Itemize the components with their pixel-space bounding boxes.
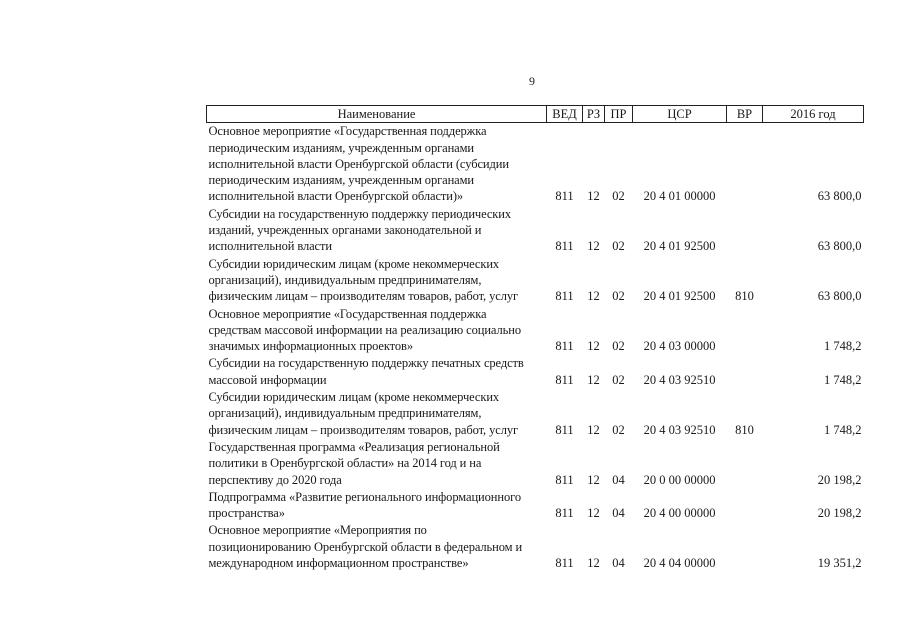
- row-vr: [727, 489, 763, 523]
- row-rz: 12: [587, 506, 600, 521]
- row-vr: 810: [735, 289, 754, 304]
- row-pr: 02: [612, 239, 625, 254]
- row-vr: [727, 355, 763, 389]
- row-amount: 63 800,0: [817, 239, 862, 254]
- row-amount: 20 198,2: [817, 472, 862, 487]
- row-name: Субсидии на государственную поддержку периодических изданий, учрежденных органами законодательной и исполнительной власти: [208, 206, 512, 254]
- row-amount: 63 800,0: [817, 289, 862, 304]
- row-rz: 12: [587, 472, 600, 487]
- row-vr: [727, 439, 763, 489]
- header-rz: РЗ: [583, 106, 605, 123]
- row-csr: 20 4 00 00000: [643, 506, 716, 521]
- table-row: [207, 206, 864, 256]
- row-name: Субсидии юридическим лицам (кроме некоммерческих организаций), индивидуальным предпринимателям, физическим лицам – производителям товаров, работ, услуг: [208, 256, 519, 304]
- row-rz: 12: [587, 556, 600, 571]
- row-csr: 20 4 03 92510: [643, 422, 716, 437]
- row-vr: 810: [735, 422, 754, 437]
- row-pr: 02: [612, 372, 625, 387]
- row-ved: 811: [555, 372, 574, 387]
- table-header-row: [207, 106, 864, 123]
- header-csr: ЦСР: [633, 106, 727, 123]
- row-rz: 12: [587, 339, 600, 354]
- table-row: [207, 256, 864, 306]
- header-pr: ПР: [605, 106, 633, 123]
- row-pr: 02: [612, 289, 625, 304]
- row-vr: [727, 123, 763, 206]
- row-amount: 1 748,2: [824, 339, 862, 354]
- table-row: [207, 489, 864, 523]
- row-name: Основное мероприятие «Государственная поддержка периодическим изданиям, учрежденным органами исполнительной власти Оренбургской области (субсидии периодическим изданиям, учрежденным органами исполнительной власти Оренбургской области)»: [208, 124, 509, 204]
- row-name: Подпрограмма «Развитие регионального информационного пространства»: [208, 489, 521, 521]
- row-csr: 20 4 04 00000: [643, 556, 716, 571]
- table-row: [207, 306, 864, 356]
- row-name: Основное мероприятие «Государственная поддержка средствам массовой информации на реализацию социально значимых информационных проектов»: [208, 306, 521, 354]
- header-year: 2016 год: [763, 106, 864, 123]
- row-vr: [727, 522, 763, 572]
- row-rz: 12: [587, 189, 600, 204]
- row-ved: 811: [555, 239, 574, 254]
- row-rz: 12: [587, 372, 600, 387]
- row-ved: 811: [555, 556, 574, 571]
- row-amount: 20 198,2: [817, 506, 862, 521]
- row-vr: [727, 306, 763, 356]
- header-ved: ВЕД: [547, 106, 583, 123]
- table-row: [207, 522, 864, 572]
- row-ved: 811: [555, 422, 574, 437]
- row-csr: 20 4 03 00000: [643, 339, 716, 354]
- row-pr: 02: [612, 339, 625, 354]
- row-csr: 20 4 03 92510: [643, 372, 716, 387]
- row-name: Основное мероприятие «Мероприятия по позиционированию Оренбургской области в федеральном и международном информационном пространстве»: [208, 523, 523, 571]
- table-row: [207, 123, 864, 206]
- row-pr: 02: [612, 189, 625, 204]
- page-number: 9: [529, 74, 535, 88]
- budget-table: [206, 105, 864, 572]
- row-amount: 1 748,2: [824, 422, 862, 437]
- row-name: Субсидии юридическим лицам (кроме некоммерческих организаций), индивидуальным предпринимателям, физическим лицам – производителям товаров, работ, услуг: [208, 390, 519, 437]
- row-rz: 12: [587, 239, 600, 254]
- row-amount: 1 748,2: [824, 372, 862, 387]
- row-rz: 12: [587, 289, 600, 304]
- table-row: [207, 439, 864, 489]
- row-pr: 04: [612, 472, 625, 487]
- row-amount: 19 351,2: [817, 556, 862, 571]
- row-rz: 12: [587, 422, 600, 437]
- row-name: Субсидии на государственную поддержку печатных средств массовой информации: [208, 356, 524, 387]
- header-name: Наименование: [207, 106, 547, 123]
- row-ved: 811: [555, 189, 574, 204]
- row-name: Государственная программа «Реализация региональной политики в Оренбургской области» на 2014 год и на перспективу до 2020 года: [208, 439, 500, 487]
- table-row: [207, 389, 864, 439]
- row-csr: 20 0 00 00000: [643, 472, 716, 487]
- row-pr: 04: [612, 556, 625, 571]
- row-csr: 20 4 01 00000: [643, 189, 716, 204]
- row-pr: 02: [612, 422, 625, 437]
- row-ved: 811: [555, 289, 574, 304]
- row-pr: 04: [612, 506, 625, 521]
- row-csr: 20 4 01 92500: [643, 239, 716, 254]
- row-ved: 811: [555, 472, 574, 487]
- row-vr: [727, 206, 763, 256]
- row-amount: 63 800,0: [817, 189, 862, 204]
- row-ved: 811: [555, 339, 574, 354]
- row-csr: 20 4 01 92500: [643, 289, 716, 304]
- row-ved: 811: [555, 506, 574, 521]
- table-row: [207, 355, 864, 389]
- header-vr: ВР: [727, 106, 763, 123]
